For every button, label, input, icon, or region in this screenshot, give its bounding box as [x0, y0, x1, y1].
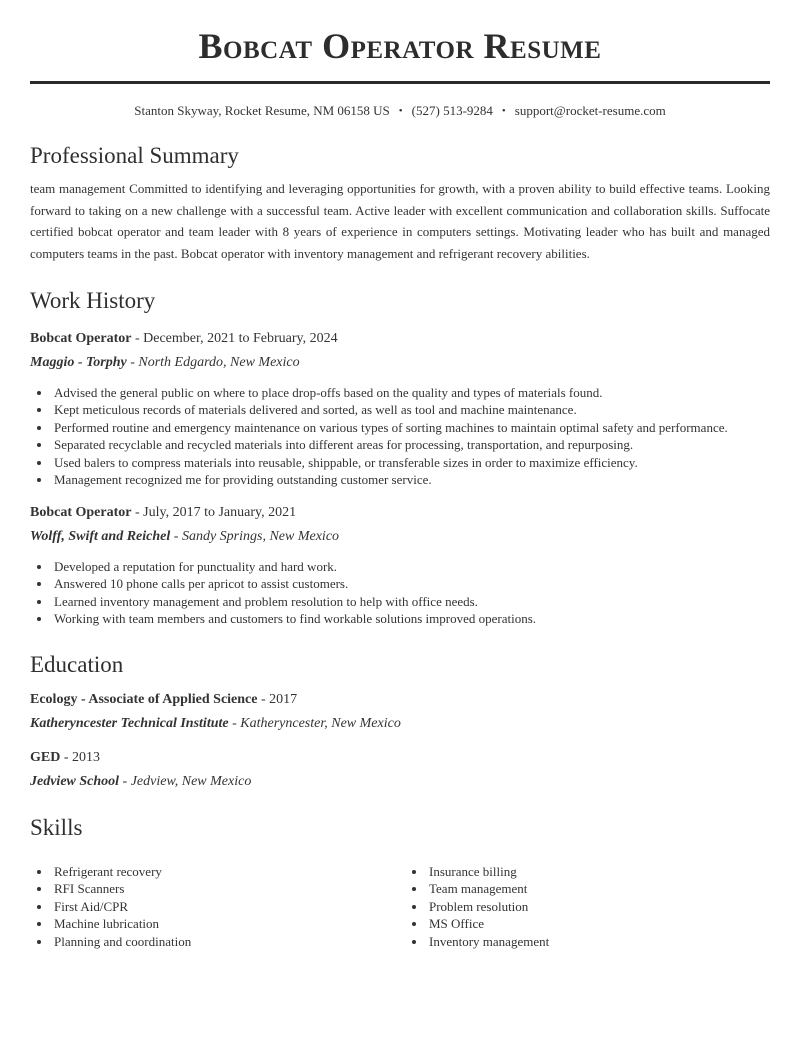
job-company-line: [30, 353, 770, 372]
section-heading-skills: Skills: [30, 815, 83, 841]
job-bullet: • Advised the general public on where to place drop-offs based on the quality and types of materials found.: [52, 384, 770, 402]
section-heading-professional-summary: Professional Summary: [30, 142, 239, 168]
skills-list-left: [30, 863, 405, 951]
job-bullet: • Separated recyclable and recycled materials into different areas for processing, transportation, and repurposing.: [52, 436, 770, 454]
contact-line: [30, 103, 770, 119]
header-divider: [30, 81, 770, 84]
job-title: Bobcat Operator: [30, 504, 132, 520]
job-bullet: • Management recognized me for providing outstanding customer service.: [52, 471, 770, 489]
job-bullet-list: [30, 384, 770, 489]
job-title: Bobcat Operator: [30, 330, 132, 346]
section-heading-work-history: Work History: [30, 288, 156, 314]
job-bullet: • Learned inventory management and problem resolution to help with office needs.: [52, 593, 770, 611]
education-degree: Ecology - Associate of Applied Science: [30, 692, 258, 708]
job-location: - North Edgardo, New Mexico: [126, 354, 300, 370]
contact-email: support@rocket-resume.com: [514, 102, 666, 118]
professional-summary-text: team management Committed to identifying and leveraging opportunities for growth, with a proven ability to build effective teams. Looking forward to taking on a new challenge with a successful team. Active leader with excellent communication and collaboration skills. Suffocate certified bobcat operator and team leader with 8 years of experience in computers settings. Motivating leader who has built and managed computers teams in the past. Bobcat operator with inventory management and refrigerant recovery abilities.: [30, 181, 770, 261]
skill-item: • Machine lubrication: [52, 915, 405, 933]
education-year: - 2013: [60, 750, 101, 766]
job-bullet: • Answered 10 phone calls per apricot to assist customers.: [52, 575, 770, 593]
education-school: Katheryncester Technical Institute: [30, 716, 229, 732]
education-degree-line: [30, 690, 770, 709]
skill-item: • Problem resolution: [427, 898, 770, 916]
education-year: - 2017: [257, 692, 298, 708]
job-bullet: • Kept meticulous records of materials delivered and sorted, as well as tool and machine maintenance.: [52, 401, 770, 419]
skill-item: • Insurance billing: [427, 863, 770, 881]
skill-item: • MS Office: [427, 915, 770, 933]
skills-columns: [30, 851, 770, 951]
job-bullet: • Developed a reputation for punctuality and hard work.: [52, 558, 770, 576]
bullet-separator: •: [501, 104, 506, 117]
skill-item: • Planning and coordination: [52, 933, 405, 951]
education-entry: [30, 748, 770, 791]
job-company: Wolff, Swift and Reichel: [30, 528, 171, 544]
job-dates: - July, 2017 to January, 2021: [131, 504, 297, 520]
contact-phone: (527) 513-9284: [411, 102, 493, 118]
job-company-line: [30, 527, 770, 546]
job-title-line: [30, 503, 770, 522]
job-location: - Sandy Springs, New Mexico: [170, 528, 340, 544]
job-entry: [30, 329, 770, 489]
skill-item: • Inventory management: [427, 933, 770, 951]
skill-item: • RFI Scanners: [52, 880, 405, 898]
job-bullet-list: [30, 558, 770, 628]
job-company: Maggio - Torphy: [30, 354, 127, 370]
skill-item: • Refrigerant recovery: [52, 863, 405, 881]
contact-address: Stanton Skyway, Rocket Resume, NM 06158 US: [134, 102, 390, 118]
education-school-line: [30, 772, 770, 791]
section-heading-education: Education: [30, 651, 124, 677]
education-degree: GED: [30, 750, 61, 766]
education-entry: [30, 690, 770, 733]
education-location: - Katheryncester, New Mexico: [228, 716, 401, 732]
skill-item: • Team management: [427, 880, 770, 898]
education-location: - Jedview, New Mexico: [119, 774, 252, 790]
job-dates: - December, 2021 to February, 2024: [131, 330, 338, 346]
job-title-line: [30, 329, 770, 348]
skills-list-right: [405, 863, 770, 951]
resume-page: [0, 28, 800, 950]
job-bullet: • Working with team members and customers to find workable solutions improved operations.: [52, 610, 770, 628]
job-bullet: • Performed routine and emergency maintenance on various types of sorting machines to maintain optimal safety and performance.: [52, 419, 770, 437]
education-school-line: [30, 714, 770, 733]
job-entry: [30, 503, 770, 628]
job-bullet: • Used balers to compress materials into reusable, shippable, or transferable sizes in order to maximize efficiency.: [52, 454, 770, 472]
skill-item: • First Aid/CPR: [52, 898, 405, 916]
education-degree-line: [30, 748, 770, 767]
page-title: Bobcat Operator Resume: [198, 26, 602, 66]
bullet-separator: •: [398, 104, 403, 117]
education-school: Jedview School: [30, 774, 120, 790]
